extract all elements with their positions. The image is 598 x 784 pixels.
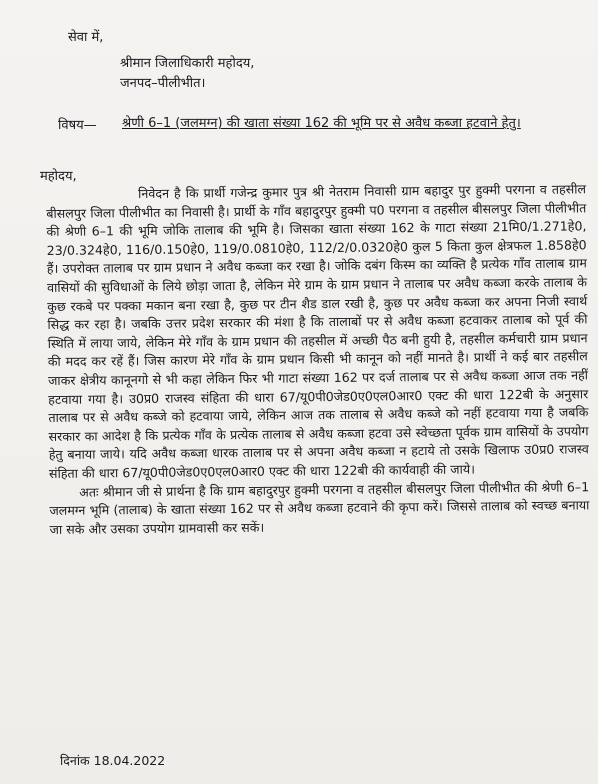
subject-text: श्रेणी 6–1 (जलमग्न) की खाता संख्या 162 की भूमि पर से अवैध कब्जा हटवाने हेतु। xyxy=(122,116,521,131)
body-paragraph-2: अतः श्रीमान जी से प्रार्थना है कि ग्राम बहादुरपुर हुक्मी परगना व तहसील बीसलपुर जिला पीलीभीत की श्रेणी 6–1 जलमग्न भूमि (तालाब) के खाता संख्या 162 पर से अवैध कब्जा हटवाने की कृपा करें। जिससे तालाब को स्वच्छ बनाया जा सके और उसका उपयोग ग्रामवासी कर सकें। xyxy=(49,478,590,537)
address-salutation: सेवा में, xyxy=(68,30,104,45)
salutation: महोदय, xyxy=(40,169,77,184)
subject-block xyxy=(58,114,578,134)
letter-date: दिनांक 18.04.2022 xyxy=(60,753,166,768)
subject-label: विषय— xyxy=(58,118,97,133)
body-paragraph-1: निवेदन है कि प्रार्थी गजेन्द्र कुमार पुत्र श्री नेतराम निवासी ग्राम बहादुर पुर हुक्मी परगना व तहसील बीसलपुर जिला पीलीभीत का निवासी है। प्रार्थी के गाँव बहादुरपुर हुक्मी प0 परगना व तहसील बीसलपुर जिला पीलीभीत की श्रेणी 6–1 की भूमि जोकि तालाब की भूमि है। जिसका खाता संख्या 162 के गाटा संख्या 21मि0/1.271हे0, 23/0.324हे0, 116/0.150हे0, 119/0.0810हे0, 112/2/0.0320हे0 कुल 5 किता कुल क्षेत्रफल 1.858हे0 हैं। उपरोक्त तालाब पर ग्राम प्रधान ने अवैध कब्जा कर रखा है। जोकि दबंग किस्म का व्यक्ति है प्रत्येक गाँव तालाब ग्राम वासियों की सुविधाओं के लिये छोड़ा जाता है, लेकिन मेरे ग्राम के ग्राम प्रधान ने तालाब पर अवैध कब्जा करके तालाब के कुछ रकबे पर पक्का मकान बना रखा है, कुछ पर टीन शैड डाल रखी है, कुछ पर अवैध कब्जा कर अपना निजी स्वार्थ सिद्ध कर रहा है। जबकि उत्तर प्रदेश सरकार की मंशा है कि तालाबों पर से अवैध कब्जा हटवाकर तालाब को पूर्व की स्थिति में लाया जाये, लेकिन मेरे गाँव के ग्राम प्रधान की तहसील में अच्छी पैठ बनी हुयी है, तहसील कर्मचारी ग्राम प्रधान की मदद कर रहें हैं। जिस कारण मेरे गाँव के ग्राम प्रधान किसी भी कानून को नहीं मानते है। प्रार्थी ने कई बार तहसील जाकर क्षेत्रीय कानूनगो से भी कहा लेकिन फिर भी गाटा संख्या 162 पर दर्ज तालाब पर से अवैध कब्जा आज तक नहीं हटवाया गया है। उ0प्र0 राजस्व संहिता की धारा 67/यू0पी0जेड0ए0एल0आर0 एक्ट की धारा 122बी के अनुसार तालाब पर से अवैध कब्जे को हटवाया जाये, लेकिन आज तक तालाब से अवैध कब्जे को नहीं हटवाया गया है जबकि सरकार का आदेश है कि प्रत्येक गाँव के प्रत्येक तालाब से अवैध कब्जा हटवा उसे स्वेच्छता पूर्वक ग्राम वासियों के उपयोग हेतु बनाया जाये। यदि अवैध कब्जा धारक तालाब पर से अपना अवैध कब्जा न हटाये तो उसके खिलाफ उ0प्र0 राजस्व संहिता की धारा 67/यू0पी0जेड0ए0एल0आर0 एक्ट की धारा 122बी की कार्यवाही की जाये। xyxy=(46,181,589,481)
address-block xyxy=(68,28,254,94)
recipient-line-2: जनपद–पीलीभीत। xyxy=(120,76,206,91)
letter-body xyxy=(46,180,590,539)
recipient-line-1: श्रीमान जिलाधिकारी महोदय, xyxy=(120,56,255,71)
